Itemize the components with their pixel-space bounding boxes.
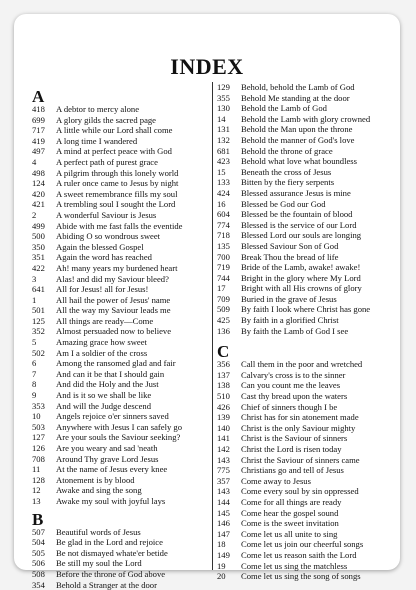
index-entry — [32, 348, 212, 359]
hymn-first-line: Beneath the cross of Jesus — [241, 166, 332, 177]
index-entry — [32, 401, 212, 412]
hymn-first-line: Alas! and did my Saviour bleed? — [56, 273, 169, 284]
hymn-first-line: Angels rejoice o'er sinners saved — [56, 411, 169, 422]
index-entry — [32, 558, 212, 569]
hymn-number: 421 — [32, 199, 45, 210]
left-column — [32, 89, 212, 590]
hymn-first-line: Come let us all unite to sing — [241, 528, 338, 539]
hymn-first-line: And is it so we shall be like — [56, 390, 152, 401]
index-entry — [32, 548, 212, 559]
hymn-number: 506 — [32, 558, 45, 569]
hymn-first-line: Behold the Lamb with glory crowned — [241, 113, 371, 124]
hymn-number: 128 — [32, 474, 45, 485]
hymn-first-line: Are your souls the Saviour seeking? — [56, 432, 181, 443]
hymn-number: 744 — [217, 272, 230, 283]
hymn-number: 6 — [32, 358, 37, 369]
hymn-first-line: And did the Holy and the Just — [56, 379, 159, 390]
hymn-first-line: Christ the Saviour of sinners came — [241, 454, 360, 465]
hymn-first-line: Call them in the poor and wretched — [241, 359, 363, 370]
index-entry — [217, 423, 397, 434]
right-column — [212, 82, 397, 582]
hymn-number: 356 — [217, 359, 230, 370]
index-entry — [217, 508, 397, 519]
index-entry — [32, 274, 212, 285]
hymn-first-line: Among the ransomed glad and fair — [56, 358, 176, 369]
hymn-first-line: Blessed Lord our souls are longing — [241, 230, 362, 241]
hymn-first-line: Anywhere with Jesus I can safely go — [56, 421, 183, 432]
hymn-number: 139 — [217, 412, 230, 423]
hymn-number: 681 — [217, 145, 230, 156]
index-entry — [32, 358, 212, 369]
hymn-first-line: Blessed is the service of our Lord — [241, 219, 357, 230]
index-entry — [217, 241, 397, 252]
hymn-first-line: A long time I wandered — [56, 135, 138, 146]
hymn-first-line: A glory gilds the sacred page — [56, 114, 156, 125]
hymn-number: 426 — [217, 401, 230, 412]
hymn-number: 775 — [217, 465, 230, 476]
index-entry — [217, 550, 397, 561]
index-entry — [32, 475, 212, 486]
index-entry — [217, 561, 397, 572]
index-entry — [217, 476, 397, 487]
hymn-number: 507 — [32, 526, 45, 537]
hymn-first-line: Come let us sing the song of songs — [241, 571, 361, 582]
hymn-first-line: Calvary's cross is to the sinner — [241, 369, 346, 380]
hymn-number: 709 — [217, 293, 230, 304]
hymn-number: 137 — [217, 369, 230, 380]
hymn-number: 502 — [32, 347, 45, 358]
section-letter-c: C — [217, 342, 230, 362]
hymn-number: 141 — [217, 433, 230, 444]
index-entry — [32, 125, 212, 136]
hymn-first-line: Ah! many years my burdened heart — [56, 262, 178, 273]
hymn-number: 508 — [32, 568, 45, 579]
hymn-number: 10 — [32, 411, 41, 422]
hymn-first-line: Buried in the grave of Jesus — [241, 293, 337, 304]
hymn-number: 17 — [217, 283, 226, 294]
index-entry — [217, 486, 397, 497]
hymn-number: 131 — [217, 124, 230, 135]
index-entry — [32, 411, 212, 422]
hymn-number: 130 — [217, 103, 230, 114]
hymn-first-line: Be not dismayed whate'er betide — [56, 547, 168, 558]
hymn-first-line: Come for all things are ready — [241, 496, 342, 507]
index-entry — [217, 326, 397, 337]
hymn-number: 354 — [32, 579, 45, 590]
index-entry — [217, 380, 397, 391]
hymn-number: 5 — [32, 337, 37, 348]
hymn-number: 424 — [217, 187, 230, 198]
index-entry — [32, 485, 212, 496]
hymn-number: 699 — [32, 114, 45, 125]
hymn-number: 717 — [32, 125, 45, 136]
hymn-first-line: All for Jesus! all for Jesus! — [56, 284, 149, 295]
index-entry — [217, 391, 397, 402]
hymn-number: 18 — [217, 539, 226, 550]
hymn-first-line: Behold a Stranger at the door — [56, 579, 157, 590]
hymn-number: 12 — [32, 485, 41, 496]
hymn-first-line: Bride of the Lamb, awake! awake! — [241, 262, 361, 273]
hymn-number: 497 — [32, 146, 45, 157]
hymn-first-line: Break Thou the bread of life — [241, 251, 339, 262]
hymn-first-line: A debtor to mercy alone — [56, 104, 140, 114]
hymn-first-line: By faith the Lamb of God I see — [241, 325, 349, 336]
hymn-number: 708 — [32, 453, 45, 464]
index-entry — [217, 262, 397, 273]
index-entry — [32, 326, 212, 337]
hymn-first-line: Be glad in the Lord and rejoice — [56, 537, 163, 548]
hymn-number: 503 — [32, 421, 45, 432]
index-entry — [32, 379, 212, 390]
index-entry — [217, 188, 397, 199]
index-entry — [32, 580, 212, 590]
section-letter-b: B — [32, 509, 44, 529]
hymn-first-line: Before the throne of God above — [56, 568, 166, 579]
hymn-first-line: Behold Me standing at the door — [241, 92, 350, 103]
hymn-number: 127 — [32, 432, 45, 443]
hymn-first-line: Behold what love what boundless — [241, 156, 357, 167]
hymn-first-line: Bitten by the fiery serpents — [241, 177, 335, 188]
hymn-number: 418 — [32, 104, 45, 114]
hymn-number: 498 — [32, 167, 45, 178]
index-entry — [217, 433, 397, 444]
hymn-number: 145 — [217, 507, 230, 518]
hymn-first-line: Come is the sweet invitation — [241, 518, 339, 529]
hymn-number: 144 — [217, 496, 230, 507]
hymn-number: 774 — [217, 219, 230, 230]
hymn-number: 143 — [217, 486, 230, 497]
hymn-first-line: By faith I look where Christ has gone — [241, 304, 371, 315]
section-c-list — [217, 359, 397, 581]
hymn-first-line: Awake and sing the song — [56, 485, 142, 496]
hymn-number: 135 — [217, 240, 230, 251]
hymn-number: 129 — [217, 82, 230, 92]
hymn-number: 700 — [217, 251, 230, 262]
hymn-first-line: Abide with me fast falls the eventide — [56, 220, 183, 231]
hymn-first-line: Cast thy bread upon the waters — [241, 391, 348, 402]
hymn-number: 352 — [32, 326, 45, 337]
hymn-first-line: All hail the power of Jesus' name — [56, 294, 171, 305]
index-entry — [32, 210, 212, 221]
index-entry — [32, 136, 212, 147]
hymn-first-line: Again the word has reached — [56, 252, 152, 263]
index-entry — [217, 359, 397, 370]
hymn-number: 13 — [32, 495, 41, 506]
hymn-number: 15 — [217, 166, 226, 177]
hymn-number: 423 — [217, 156, 230, 167]
index-entry — [32, 284, 212, 295]
hymn-number: 509 — [217, 304, 230, 315]
hymn-first-line: Come let us reason saith the Lord — [241, 549, 357, 560]
hymn-number: 147 — [217, 528, 230, 539]
hymn-number: 138 — [217, 380, 230, 391]
hymn-first-line: Come let us join our cheerful songs — [241, 539, 364, 550]
index-entry — [217, 135, 397, 146]
hymn-number: 125 — [32, 315, 45, 326]
index-entry — [32, 199, 212, 210]
hymn-number: 136 — [217, 325, 230, 336]
index-entry — [217, 539, 397, 550]
hymn-number: 425 — [217, 315, 230, 326]
index-entry — [217, 252, 397, 263]
hymn-first-line: A ruler once came to Jesus by night — [56, 178, 179, 189]
hymn-first-line: Come every soul by sin oppressed — [241, 486, 359, 497]
index-entry — [32, 464, 212, 475]
hymn-first-line: And will the Judge descend — [56, 400, 151, 411]
hymn-number: 641 — [32, 284, 45, 295]
hymn-number: 4 — [32, 156, 37, 167]
hymn-number: 146 — [217, 518, 230, 529]
hymn-first-line: Chief of sinners though I be — [241, 401, 338, 412]
hymn-number: 355 — [217, 92, 230, 103]
hymn-number: 420 — [32, 188, 45, 199]
hymn-number: 133 — [217, 177, 230, 188]
index-entry — [32, 316, 212, 327]
page-title: INDEX — [170, 54, 244, 79]
hymn-number: 143 — [217, 454, 230, 465]
index-entry — [32, 527, 212, 538]
hymn-first-line: Amazing grace how sweet — [56, 337, 147, 348]
index-entry — [217, 124, 397, 135]
index-entry — [217, 199, 397, 210]
index-entry — [217, 529, 397, 540]
hymn-first-line: All things are ready—Come — [56, 315, 154, 326]
hymn-number: 501 — [32, 305, 45, 316]
hymn-first-line: Behold, behold the Lamb of God — [241, 82, 355, 92]
index-entry — [32, 569, 212, 580]
hymn-first-line: A perfect path of purest grace — [56, 156, 158, 167]
index-entry — [32, 157, 212, 168]
index-entry — [217, 412, 397, 423]
index-entry — [217, 497, 397, 508]
hymn-first-line: Bright in the glory where My Lord — [241, 272, 361, 283]
index-entry — [32, 115, 212, 126]
hymn-number: 500 — [32, 231, 45, 242]
index-entry — [32, 168, 212, 179]
index-entry — [217, 114, 397, 125]
index-entry — [217, 220, 397, 231]
hymn-number: 20 — [217, 571, 226, 582]
index-entry — [32, 263, 212, 274]
index-entry — [32, 337, 212, 348]
index-entry — [32, 221, 212, 232]
hymn-first-line: A mind at perfect peace with God — [56, 146, 172, 157]
index-entry — [217, 93, 397, 104]
index-entry — [217, 315, 397, 326]
hymn-number: 149 — [217, 549, 230, 560]
hymn-first-line: Behold the Lamb of God — [241, 103, 327, 114]
hymn-number: 510 — [217, 391, 230, 402]
index-entry — [217, 283, 397, 294]
index-entry — [32, 443, 212, 454]
index-entry — [217, 209, 397, 220]
index-entry — [217, 273, 397, 284]
hymn-first-line: Behold the throne of grace — [241, 145, 333, 156]
hymn-number: 14 — [217, 113, 226, 124]
hymn-first-line: By faith in a glorified Christ — [241, 315, 339, 326]
hymn-number: 504 — [32, 537, 45, 548]
hymn-first-line: At the name of Jesus every knee — [56, 464, 168, 475]
index-entry — [32, 104, 212, 115]
section-b-list-left — [32, 527, 212, 590]
hymn-number: 19 — [217, 560, 226, 571]
hymn-first-line: Blessed be the fountain of blood — [241, 209, 353, 220]
hymn-first-line: Christ is the only Saviour mighty — [241, 422, 356, 433]
hymn-first-line: Christ is the Saviour of sinners — [241, 433, 348, 444]
index-entry — [217, 156, 397, 167]
section-letter-a: A — [32, 87, 45, 106]
hymn-first-line: Atonement is by blood — [56, 474, 135, 485]
hymn-first-line: Awake my soul with joyful lays — [56, 495, 166, 506]
hymn-first-line: Bright with all His crowns of glory — [241, 283, 362, 294]
hymn-first-line: Be still my soul the Lord — [56, 558, 142, 569]
index-entry — [32, 422, 212, 433]
hymn-first-line: Come away to Jesus — [241, 475, 311, 486]
index-entry — [32, 537, 212, 548]
index-entry — [217, 177, 397, 188]
hymn-first-line: Behold the manner of God's love — [241, 134, 355, 145]
hymn-number: 351 — [32, 252, 45, 263]
hymn-first-line: A wonderful Saviour is Jesus — [56, 209, 157, 220]
hymn-number: 11 — [32, 464, 41, 475]
hymn-number: 422 — [32, 262, 45, 273]
hymn-first-line: Around Thy grave Lord Jesus — [56, 453, 159, 464]
index-entry — [217, 465, 397, 476]
hymn-number: 9 — [32, 390, 37, 401]
index-entry — [32, 305, 212, 316]
hymn-first-line: Christ has for sin atonement made — [241, 412, 359, 423]
section-a-list — [32, 104, 212, 507]
hymn-first-line: Come hear the gospel sound — [241, 507, 339, 518]
hymn-number: 719 — [217, 262, 230, 273]
hymn-first-line: A little while our Lord shall come — [56, 125, 173, 136]
index-entry — [217, 146, 397, 157]
hymn-number: 8 — [32, 379, 37, 390]
hymn-first-line: Abiding O so wondrous sweet — [56, 231, 161, 242]
section-b-list-right — [217, 82, 397, 336]
index-entry — [217, 294, 397, 305]
index-entry — [32, 231, 212, 242]
hymn-first-line: Christians go and tell of Jesus — [241, 465, 344, 476]
hymn-first-line: Christ the Lord is risen today — [241, 444, 342, 454]
index-entry — [217, 402, 397, 413]
hymn-number: 142 — [217, 444, 230, 454]
hymn-first-line: Behold the Man upon the throne — [241, 124, 353, 135]
hymn-number: 16 — [217, 198, 226, 209]
index-entry — [32, 295, 212, 306]
index-entry — [32, 242, 212, 253]
index-entry — [32, 432, 212, 443]
index-entry — [32, 369, 212, 380]
hymn-first-line: Blessed Saviour Son of God — [241, 240, 339, 251]
hymn-first-line: A sweet remembrance fills my soul — [56, 188, 178, 199]
index-entry — [32, 454, 212, 465]
hymn-number: 604 — [217, 209, 230, 220]
hymn-first-line: Blessed assurance Jesus is mine — [241, 187, 351, 198]
hymn-first-line: Blessed be God our God — [241, 198, 326, 209]
hymn-number: 140 — [217, 422, 230, 433]
index-entry — [32, 252, 212, 263]
index-entry — [217, 518, 397, 529]
index-entry — [32, 178, 212, 189]
index-entry — [217, 103, 397, 114]
hymn-number: 132 — [217, 134, 230, 145]
hymn-first-line: Am I a soldier of the cross — [56, 347, 148, 358]
hymn-number: 505 — [32, 547, 45, 558]
hymn-first-line: Can you count me the leaves — [241, 380, 341, 391]
hymn-number: 3 — [32, 273, 37, 284]
index-entry — [32, 146, 212, 157]
hymn-first-line: Beautiful words of Jesus — [56, 526, 141, 537]
hymn-number: 350 — [32, 241, 45, 252]
hymn-number: 718 — [217, 230, 230, 241]
hymn-first-line: All the way my Saviour leads me — [56, 305, 171, 316]
hymn-number: 419 — [32, 135, 45, 146]
index-entry — [217, 82, 397, 93]
hymn-number: 126 — [32, 443, 45, 453]
index-entry — [217, 444, 397, 455]
hymn-number: 357 — [217, 475, 230, 486]
hymn-first-line: Again the blessed Gospel — [56, 241, 144, 252]
index-entry — [217, 167, 397, 178]
hymn-first-line: A trembling soul I sought the Lord — [56, 199, 176, 210]
index-entry — [217, 230, 397, 241]
hymn-number: 353 — [32, 400, 45, 411]
index-entry — [217, 455, 397, 466]
index-entry — [217, 304, 397, 315]
index-entry — [32, 496, 212, 507]
index-entry — [32, 390, 212, 401]
hymn-first-line: And can it be that I should gain — [56, 368, 165, 379]
hymn-first-line: Are you weary and sad 'neath — [56, 443, 158, 453]
index-entry — [217, 370, 397, 381]
hymn-first-line: A pilgrim through this lonely world — [56, 167, 179, 178]
hymn-first-line: Almost persuaded now to believe — [56, 326, 172, 337]
hymn-number: 1 — [32, 294, 37, 305]
hymn-number: 124 — [32, 178, 45, 189]
hymn-number: 2 — [32, 209, 37, 220]
hymn-index-page — [14, 14, 400, 590]
hymn-number: 7 — [32, 368, 37, 379]
index-entry — [32, 189, 212, 200]
hymn-first-line: Come let us sing the matchless — [241, 560, 348, 571]
hymn-number: 499 — [32, 220, 45, 231]
index-entry — [217, 571, 397, 582]
